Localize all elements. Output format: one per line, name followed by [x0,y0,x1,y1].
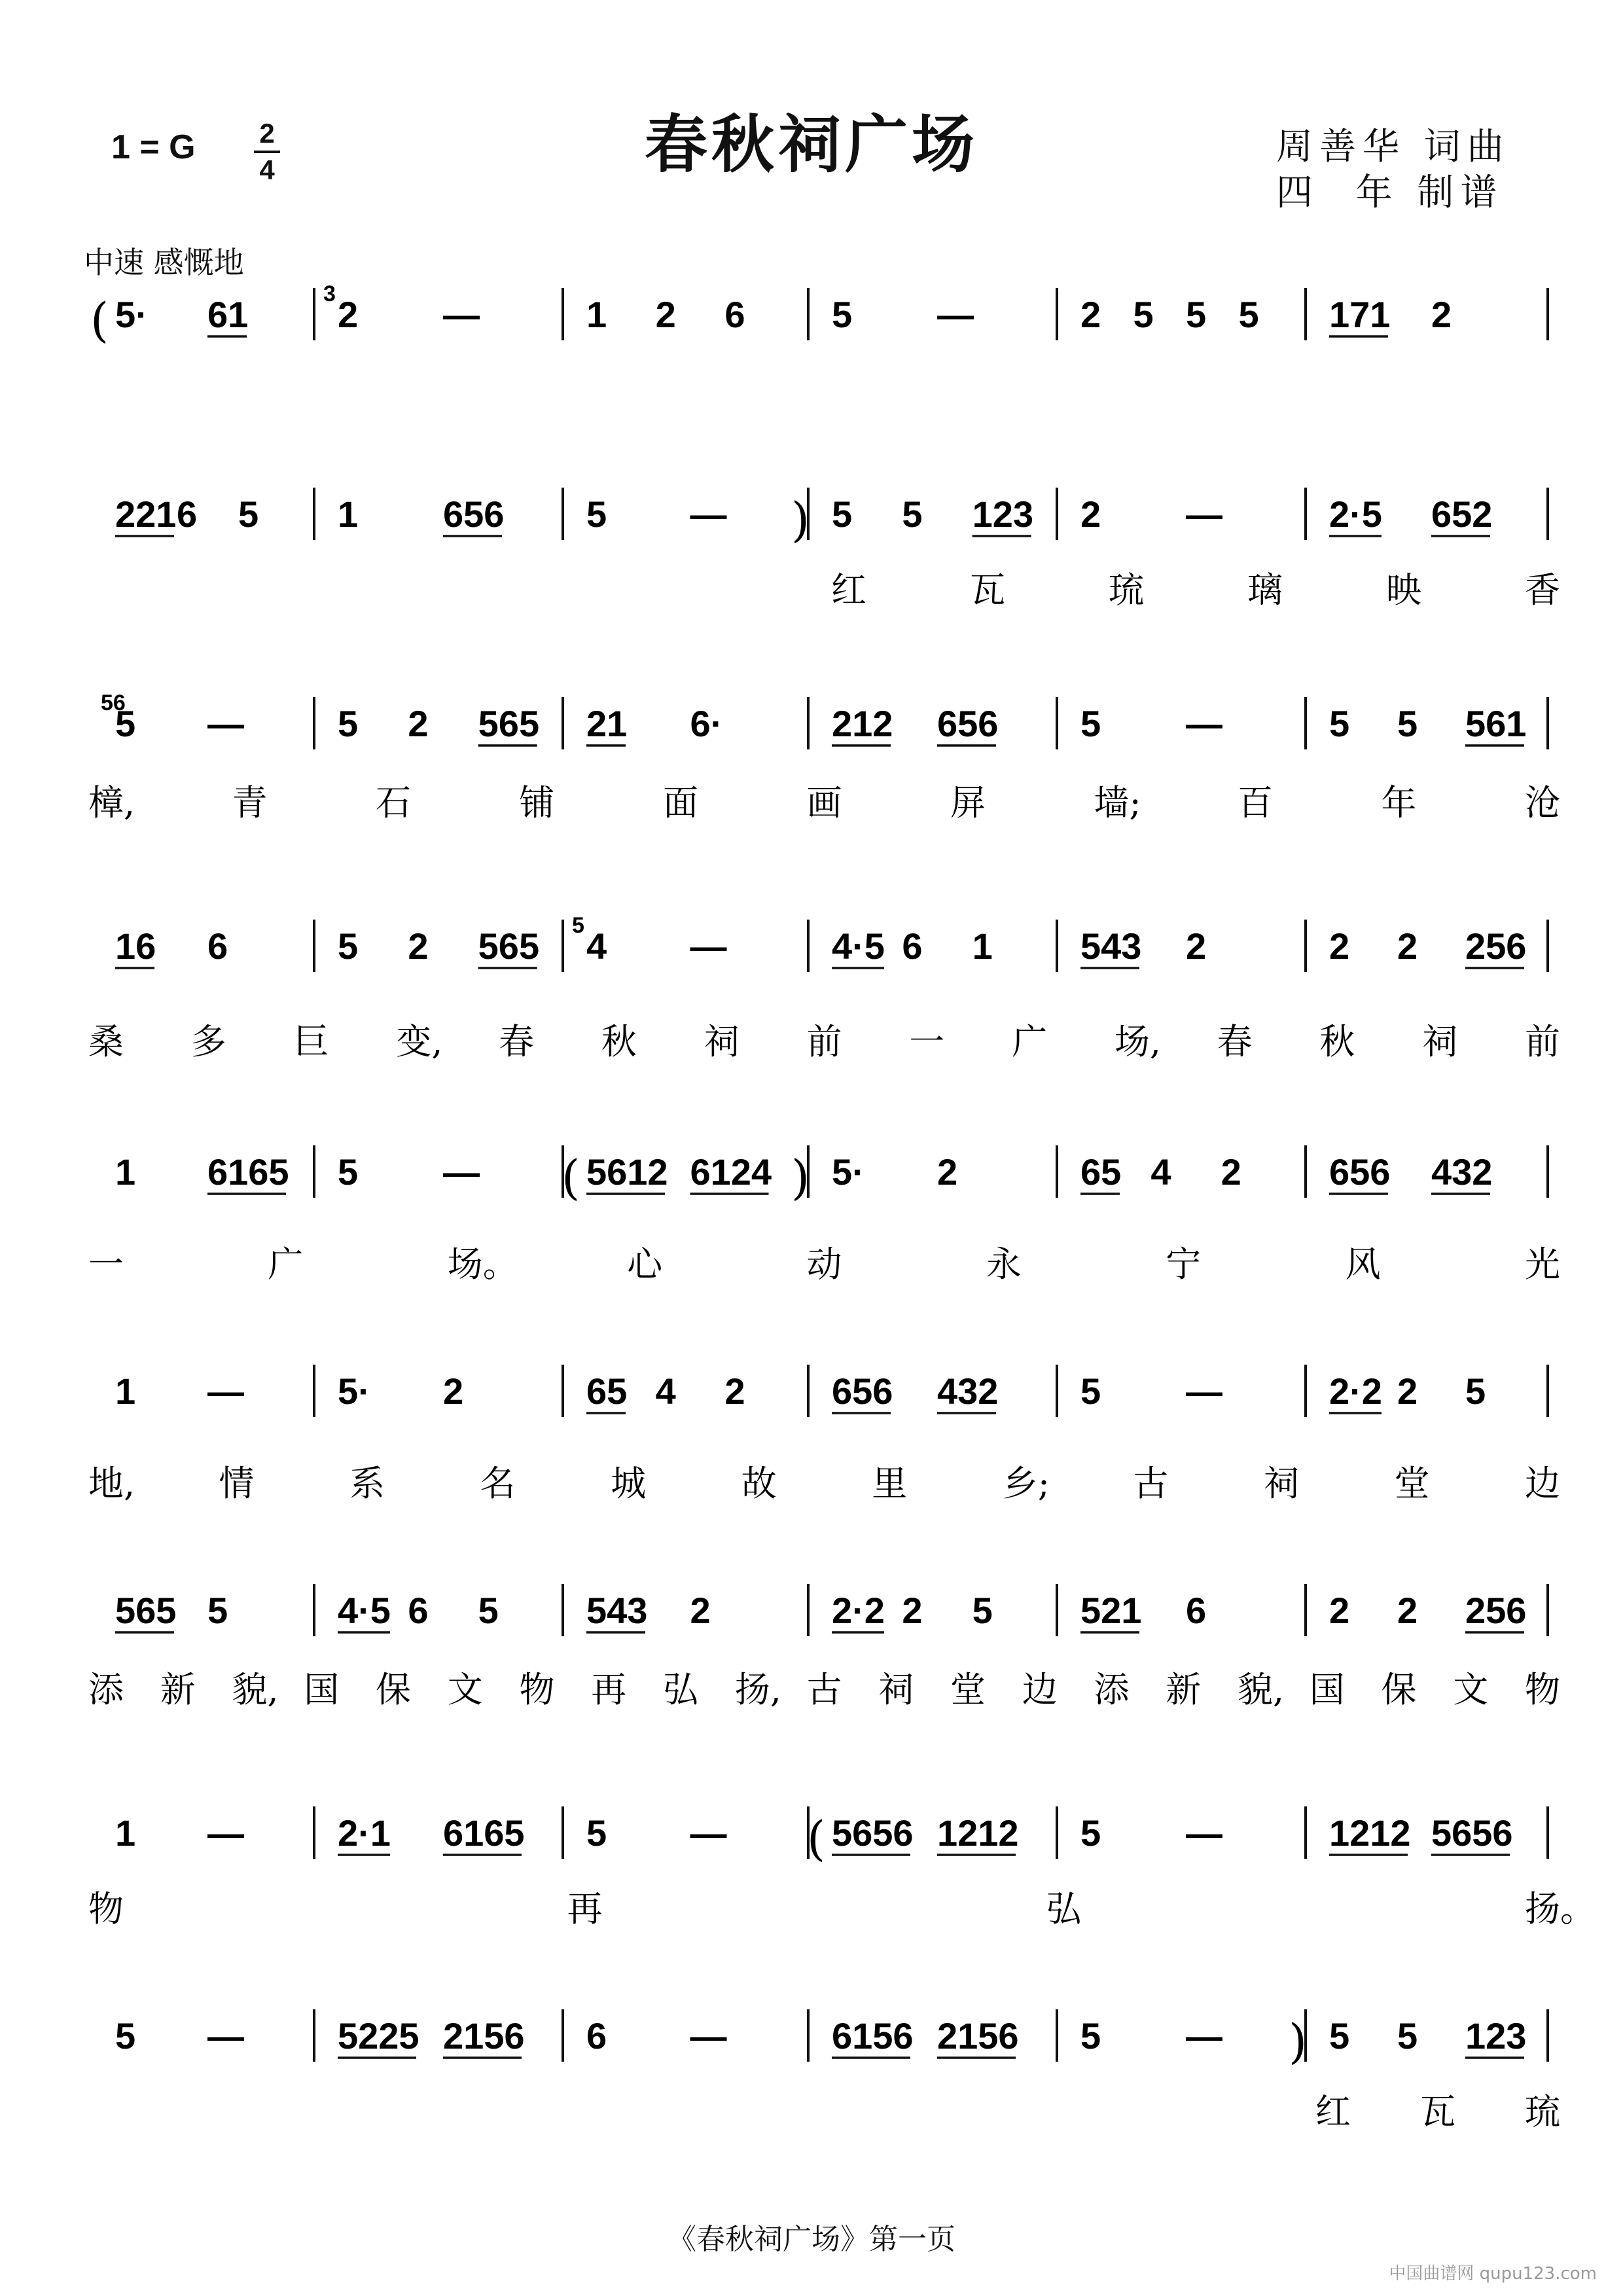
note-group: 6 [724,294,745,335]
note-group: 5 [586,493,607,535]
lyric-syllable: 璃 [1247,569,1283,611]
note-group: 656 [937,703,999,744]
lyric-syllable: 瓦 [970,569,1005,611]
note-group: 2156 [443,2015,525,2056]
note-group: 2 [1186,925,1207,967]
lyric-syllable: 宁 [1166,1244,1202,1285]
note-group: 6 [586,2015,607,2056]
note-group: 543 [1080,925,1142,967]
note-group: 432 [937,1371,999,1412]
lyric-syllable: 前 [806,1021,842,1062]
note-group: 1212 [937,1812,1019,1854]
note-group: 5 [338,703,359,744]
grace-note-mark: 3 [323,281,336,306]
lyric-syllable: 系 [349,1463,385,1504]
note-group: 4 [1150,1151,1171,1193]
lyric-syllable: 秋 [601,1021,637,1062]
lyric-syllable: 场, [1114,1021,1162,1062]
note-group: 5 [338,1151,359,1193]
note-group: 432 [1431,1151,1493,1193]
note-group: 2·2 [832,1590,885,1631]
note-group: 5 [902,493,923,535]
lyric-syllable: 堂 [1394,1463,1430,1504]
key-signature: 1 = G [111,128,196,166]
note-group: 6 [408,1590,429,1631]
note-group: 2 [1397,1371,1418,1412]
note-group: 123 [1465,2015,1527,2056]
note-group: 2 [408,925,429,967]
lyric-syllable: 城 [611,1463,647,1504]
lyric-syllable: 乡; [1002,1463,1050,1504]
tempo-marking: 中速 感慨地 [84,245,244,280]
dash-sustain: — [690,2015,727,2056]
dash-sustain: — [1186,2015,1222,2056]
lyric-syllable: 新 [160,1669,196,1710]
site-watermark: 中国曲谱网 qupu123.com [1389,2264,1597,2284]
note-group: 565 [115,1590,177,1631]
lyric-syllable: 祠 [878,1669,914,1710]
lyric-syllable: 再 [567,1888,603,1929]
lyric-syllable: 名 [480,1463,516,1504]
note-group: 5 [1238,294,1259,335]
note-group: 171 [1329,294,1391,335]
note-group: 5 [1465,1371,1486,1412]
lyric-syllable: 新 [1166,1669,1202,1710]
note-group: 212 [832,703,893,744]
lyric-syllable: 秋 [1319,1021,1355,1062]
lyric-syllable: 情 [219,1463,255,1504]
note-group: 5 [238,493,259,535]
lyric-syllable: 映 [1386,569,1421,611]
lyric-syllable: 墙; [1094,782,1141,823]
lyric-syllable: 动 [806,1244,842,1285]
arranger-credit: 四 年 制谱 [1276,171,1504,214]
lyric-syllable: 琉 [1109,569,1144,611]
dash-sustain: — [1186,703,1222,744]
lyric-syllable: 光 [1525,1244,1560,1285]
note-group: 1 [115,1371,136,1412]
note-group: 65 [1080,1151,1122,1193]
lyric-syllable: 物 [519,1669,555,1710]
note-group: 65 [586,1371,628,1412]
dash-sustain: — [1186,1812,1222,1854]
lyric-syllable: 貌, [1238,1669,1285,1710]
time-signature-denominator: 4 [259,154,275,185]
repeat-open-paren: ( [807,1811,826,1866]
page-footer: 《春秋祠广场》第一页 [668,2223,955,2256]
lyric-syllable: 扬, [734,1669,781,1710]
dash-sustain: — [207,703,244,744]
note-group: 5 [1080,2015,1101,2056]
note-group: 5 [1080,703,1101,744]
note-group: 5· [832,1151,865,1193]
lyric-syllable: 心 [627,1244,663,1285]
note-group: 2 [655,294,676,335]
note-group: 4·5 [338,1590,391,1631]
lyric-syllable: 场。 [447,1244,518,1285]
note-group: 2 [1431,294,1452,335]
lyric-syllable: 堂 [950,1669,986,1710]
lyric-syllable: 变, [396,1021,443,1062]
note-group: 1212 [1329,1812,1411,1854]
note-group: 4 [655,1371,676,1412]
note-group: 2 [1397,1590,1418,1631]
lyric-syllable: 保 [376,1669,411,1710]
note-group: 561 [1465,703,1527,744]
note-group: 5 [1080,1371,1101,1412]
note-group: 5 [1329,703,1350,744]
note-group: 2 [1329,1590,1350,1631]
lyric-syllable: 国 [1309,1669,1345,1710]
note-group: 1 [586,294,607,335]
lyric-syllable: 青 [232,782,268,823]
note-group: 521 [1080,1590,1142,1631]
note-group: 2 [937,1151,958,1193]
note-group: 5656 [1431,1812,1513,1854]
dash-sustain: — [207,1371,244,1412]
note-group: 2 [1080,493,1101,535]
lyric-syllable: 一 [88,1244,124,1285]
lyric-syllable: 添 [1094,1669,1130,1710]
note-group: 2 [902,1590,923,1631]
lyric-syllable: 再 [591,1669,627,1710]
note-group: 5 [1133,294,1154,335]
note-group: 6 [177,493,198,535]
lyric-syllable: 巨 [293,1021,329,1062]
lyric-syllable: 古 [806,1669,842,1710]
note-group: 2 [1329,925,1350,967]
lyric-syllable: 香 [1525,569,1560,611]
repeat-close-paren: ) [1289,2014,1308,2069]
note-group: 2 [1221,1151,1241,1193]
note-group: 5 [1397,2015,1418,2056]
lyric-syllable: 百 [1238,782,1273,823]
lyric-syllable: 祠 [1422,1021,1458,1062]
note-group: 21 [586,703,628,744]
note-group: 5 [1186,294,1207,335]
grace-note-mark: 5 [572,913,584,938]
lyric-syllable: 祠 [1263,1463,1299,1504]
dash-sustain: — [207,1812,244,1854]
note-group: 6 [902,925,923,967]
note-group: 1 [115,1151,136,1193]
note-group: 565 [478,925,540,967]
lyric-syllable: 石 [376,782,411,823]
lyric-syllable: 前 [1525,1021,1560,1062]
lyric-syllable: 弘 [663,1669,698,1710]
note-group: 256 [1465,1590,1527,1631]
note-group: 2 [1397,925,1418,967]
note-group: 652 [1431,493,1493,535]
lyric-syllable: 添 [88,1669,124,1710]
lyric-syllable: 扬。 [1525,1888,1596,1929]
lyric-syllable: 物 [88,1888,124,1929]
lyric-syllable: 年 [1381,782,1417,823]
note-group: 2·2 [1329,1371,1382,1412]
note-group: 5 [115,2015,136,2056]
note-group: 5 [1397,703,1418,744]
lyric-syllable: 面 [663,782,698,823]
lyric-syllable: 桑 [88,1021,124,1062]
note-group: 2 [408,703,429,744]
lyric-syllable: 琉 [1525,2091,1560,2132]
lyric-syllable: 祠 [704,1021,740,1062]
lyric-syllable: 铺 [519,782,555,823]
note-group: 5 [478,1590,499,1631]
note-group: 1 [115,1812,136,1854]
dash-sustain: — [1186,1371,1222,1412]
note-group: 5· [338,1371,370,1412]
note-group: 123 [972,493,1034,535]
dash-sustain: — [443,1151,480,1193]
dash-sustain: — [937,294,974,335]
lyric-syllable: 边 [1022,1669,1058,1710]
note-group: 6 [1186,1590,1207,1631]
dash-sustain: — [1186,493,1222,535]
note-group: 4 [586,925,607,967]
composer-credit: 周善华 词曲 [1276,126,1510,168]
note-group: 656 [832,1371,893,1412]
note-group: 543 [586,1590,648,1631]
repeat-open-paren: ( [90,293,109,348]
lyric-syllable: 春 [499,1021,535,1062]
note-group: 6156 [832,2015,914,2056]
note-group: 656 [443,493,505,535]
note-group: 5 [207,1590,228,1631]
note-group: 6· [690,703,723,744]
lyric-syllable: 瓦 [1420,2091,1455,2132]
lyric-syllable: 红 [831,569,866,611]
lyric-syllable: 文 [447,1669,483,1710]
lyric-syllable: 春 [1217,1021,1253,1062]
lyric-syllable: 红 [1315,2091,1351,2132]
lyric-syllable: 沧 [1525,782,1560,823]
lyric-syllable: 貌, [232,1669,279,1710]
dash-sustain: — [443,294,480,335]
song-title: 春秋祠广场 [645,107,978,181]
lyric-syllable: 屏 [950,782,986,823]
lyric-syllable: 樟, [88,782,135,823]
lyric-syllable: 广 [1012,1021,1048,1062]
note-group: 256 [1465,925,1527,967]
note-group: 2 [1080,294,1101,335]
repeat-close-paren: ) [791,492,810,547]
note-group: 61 [207,294,249,335]
lyric-syllable: 弘 [1046,1888,1082,1929]
lyric-syllable: 一 [909,1021,945,1062]
note-group: 6 [207,925,228,967]
lyric-syllable: 边 [1525,1463,1560,1504]
lyric-syllable: 国 [304,1669,340,1710]
note-group: 2 [443,1371,464,1412]
lyric-syllable: 多 [190,1021,226,1062]
note-group: 5612 [586,1151,668,1193]
note-group: 5 [1329,2015,1350,2056]
note-group: 5656 [832,1812,914,1854]
note-group: 5 [972,1590,993,1631]
lyric-syllable: 古 [1133,1463,1169,1504]
dash-sustain: — [207,2015,244,2056]
note-group: 4·5 [832,925,885,967]
time-signature-numerator: 2 [259,118,275,149]
lyric-syllable: 故 [741,1463,777,1504]
note-group: 2156 [937,2015,1019,2056]
dash-sustain: — [690,1812,727,1854]
lyric-syllable: 画 [806,782,842,823]
note-group: 2·1 [338,1812,391,1854]
note-group: 6124 [690,1151,772,1193]
lyric-syllable: 永 [986,1244,1022,1285]
note-group: 565 [478,703,540,744]
grace-note-mark: 56 [101,691,126,715]
note-group: 1 [972,925,993,967]
note-group: 5· [115,294,148,335]
lyric-syllable: 风 [1345,1244,1381,1285]
repeat-close-paren: ) [791,1150,810,1205]
note-group: 2 [338,294,359,335]
lyric-syllable: 广 [268,1244,304,1285]
note-group: 16 [115,925,156,967]
lyric-syllable: 保 [1381,1669,1417,1710]
note-group: 1 [338,493,359,535]
note-group: 6165 [443,1812,525,1854]
repeat-open-paren: ( [562,1150,580,1205]
lyric-syllable: 里 [872,1463,908,1504]
note-group: 5 [832,493,853,535]
note-group: 5 [338,925,359,967]
dash-sustain: — [690,493,727,535]
note-group: 2 [724,1371,745,1412]
lyric-syllable: 文 [1453,1669,1489,1710]
note-group: 6165 [207,1151,289,1193]
note-group: 2 [690,1590,711,1631]
note-group: 5 [832,294,853,335]
dash-sustain: — [690,925,727,967]
note-group: 5225 [338,2015,419,2056]
note-group: 221 [115,493,177,535]
note-group: 5 [1080,1812,1101,1854]
note-group: 2·5 [1329,493,1382,535]
lyric-syllable: 物 [1525,1669,1560,1710]
note-group: 5 [115,703,136,744]
note-group: 656 [1329,1151,1391,1193]
note-group: 5 [586,1812,607,1854]
lyric-syllable: 地, [88,1463,135,1504]
